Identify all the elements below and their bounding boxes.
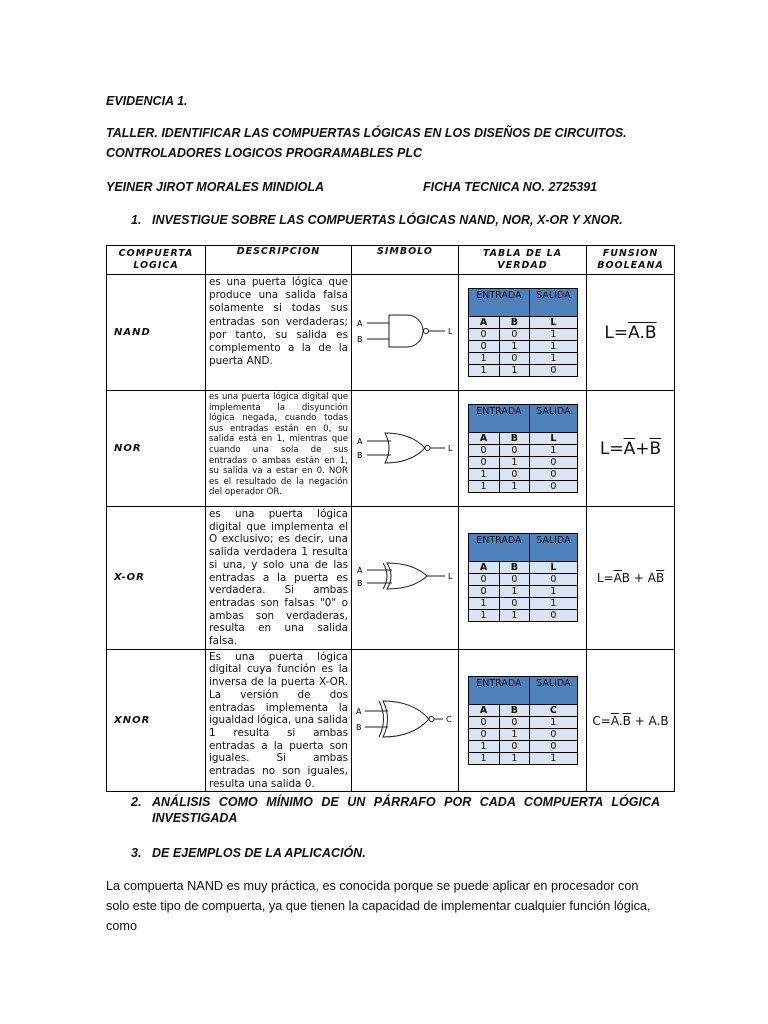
svg-text:L: L bbox=[448, 571, 453, 581]
nand-symbol bbox=[352, 275, 459, 391]
svg-text:B: B bbox=[357, 578, 363, 588]
evidence-title: EVIDENCIA 1. bbox=[106, 94, 188, 108]
table-row bbox=[107, 507, 675, 650]
logic-gates-table bbox=[106, 245, 675, 792]
svg-text:A: A bbox=[357, 318, 363, 328]
gate-description: es una puerta lógica digital que implementa el O exclusivo; es decir, una salida verdadera 1 resulta si una, y solo una de las entradas a la puerta es verdadera. Si ambas entradas son falsas "0" o ambas son verdaderas, resulta en una salida falsa. bbox=[206, 507, 352, 650]
xor-symbol bbox=[352, 507, 459, 650]
col-header-descripcion: DESCRIPCION bbox=[206, 246, 352, 275]
question-3: DE EJEMPLOS DE LA APLICACIÓN. bbox=[152, 846, 366, 860]
body-paragraph: La compuerta NAND es muy práctica, es conocida porque se puede aplicar en procesador con solo este tipo de compuerta, ya que tienen la capacidad de implementar cualquier función lógica, como bbox=[106, 879, 651, 933]
gate-description: Es una puerta lógica digital cuya función es la inversa de la puerta X-OR. La versión de dos entradas implementa la igualdad lógica, una salida 1 resulta si ambas entradas a la puerta son iguales. Si ambas entradas no son iguales, resulta una salida 0. bbox=[206, 649, 352, 792]
truth-table: ENTRADA SALIDA A B L 0 0 0 0 1 1 1 0 1 1 1 0 bbox=[468, 533, 578, 622]
svg-text:B: B bbox=[357, 334, 363, 344]
svg-text:A: A bbox=[357, 436, 363, 446]
boolean-function: $L=\overline{A}+\overline{B}$ bbox=[587, 391, 675, 507]
truth-table-cell bbox=[459, 391, 587, 507]
table-row bbox=[107, 275, 675, 391]
svg-text:L: L bbox=[448, 326, 453, 336]
file-number: FICHA TECNICA NO. 2725391 bbox=[423, 180, 598, 194]
boolean-function: $L=\overline{A}B + A\overline{B}$ bbox=[587, 507, 675, 650]
gate-name: X-OR bbox=[107, 507, 206, 650]
col-header-tabla: TABLA DE LA VERDAD bbox=[459, 246, 587, 275]
gate-name: NOR bbox=[107, 391, 206, 507]
xnor-symbol bbox=[352, 649, 459, 792]
gate-description: es una puerta lógica que produce una salida falsa solamente si todas sus entradas son verdaderas; por tanto, su salida es complemento a la de la puerta AND. bbox=[206, 275, 352, 391]
gate-description: es una puerta lógica digital que implementa la disyunción lógica negada, cuando todas sus entradas están en 0, su salida está en 1, mientras que cuando una sola de sus entradas o ambas están en 1, su salida va a estar en 0. NOR es el resultado de la negación del operador OR. bbox=[206, 391, 352, 507]
col-header-simbolo: SIMBOLO bbox=[352, 246, 459, 275]
question-2: ANÁLISIS COMO MÍNIMO DE UN PÁRRAFO POR CADA COMPUERTA LÓGICA bbox=[152, 795, 660, 809]
truth-table: ENTRADA SALIDA A B L 0 0 1 0 1 1 1 0 1 1 1 0 bbox=[468, 288, 578, 377]
author-name: YEINER JIROT MORALES MINDIOLA bbox=[106, 180, 325, 194]
gate-name: NAND bbox=[107, 275, 206, 391]
svg-text:L: L bbox=[448, 443, 453, 453]
truth-table: ENTRADA SALIDA A B L 0 0 1 0 1 0 1 0 0 1 1 0 bbox=[468, 404, 578, 493]
boolean-function: L=A.B bbox=[587, 275, 675, 391]
question-1-number: 1. bbox=[131, 213, 142, 227]
table-header-row bbox=[107, 246, 675, 275]
truth-table-cell bbox=[459, 507, 587, 650]
question-1: INVESTIGUE SOBRE LAS COMPUERTAS LÓGICAS NAND, NOR, X-OR Y XNOR. bbox=[152, 213, 623, 227]
svg-text:B: B bbox=[357, 450, 363, 460]
table-row bbox=[107, 391, 675, 507]
nor-symbol bbox=[352, 391, 459, 507]
col-header-compuerta: COMPUERTA LOGICA bbox=[107, 246, 206, 275]
truth-table-cell bbox=[459, 649, 587, 792]
svg-text:A: A bbox=[356, 706, 362, 716]
truth-table-cell bbox=[459, 275, 587, 391]
gate-name: XNOR bbox=[107, 649, 206, 792]
truth-table: ENTRADA SALIDA A B C 0 0 1 0 1 0 1 0 0 1 1 1 bbox=[468, 676, 578, 765]
workshop-title: TALLER. IDENTIFICAR LAS COMPUERTAS LÓGICAS EN LOS DISEÑOS DE CIRCUITOS. bbox=[106, 126, 627, 140]
svg-text:B: B bbox=[356, 722, 362, 732]
svg-text:A: A bbox=[357, 565, 363, 575]
course-title: CONTROLADORES LOGICOS PROGRAMABLES PLC bbox=[106, 146, 422, 160]
table-row bbox=[107, 649, 675, 792]
question-2-continued: INVESTIGADA bbox=[152, 811, 238, 825]
boolean-function: $C=\overline{A}.\overline{B} + A.B$ bbox=[587, 649, 675, 792]
question-2-number: 2. bbox=[131, 795, 142, 809]
col-header-funsion: FUNSION BOOLEANA bbox=[587, 246, 675, 275]
svg-text:C: C bbox=[446, 714, 452, 724]
question-3-number: 3. bbox=[131, 846, 142, 860]
